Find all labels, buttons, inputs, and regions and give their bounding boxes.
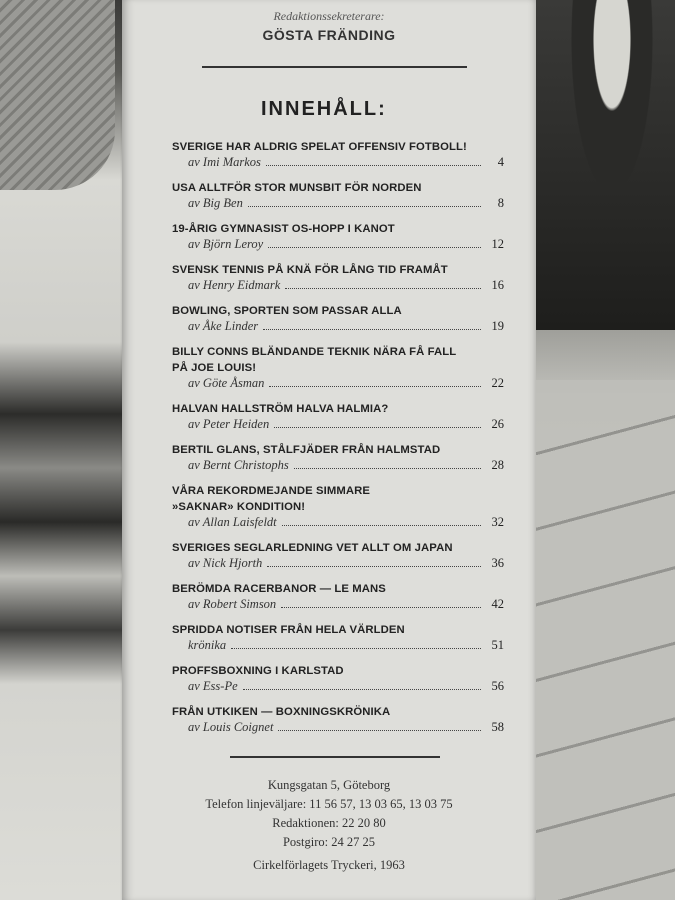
toc-byline xyxy=(172,556,504,576)
page-number: 16 xyxy=(491,278,504,292)
page-number: 19 xyxy=(491,319,504,333)
toc-byline xyxy=(172,515,504,535)
dot-leader xyxy=(278,730,481,731)
article-title: FRÅN UTKIKEN — BOXNINGSKRÖNIKA xyxy=(172,706,391,718)
article-author: av Imi Markos xyxy=(188,155,261,169)
page-number: 26 xyxy=(491,417,504,431)
dot-leader xyxy=(268,247,481,248)
page-number: 32 xyxy=(491,515,504,529)
article-author: av Big Ben xyxy=(188,196,243,210)
toc-entry xyxy=(172,704,504,740)
dot-leader xyxy=(231,648,481,649)
page-number: 8 xyxy=(497,196,504,210)
toc-byline xyxy=(172,278,504,298)
dot-leader xyxy=(294,468,481,469)
dot-leader xyxy=(285,288,481,289)
toc-byline xyxy=(172,638,504,658)
toc-byline xyxy=(172,155,504,175)
secretary-label: Redaktionssekreterare: xyxy=(273,9,385,23)
toc-byline xyxy=(172,376,504,396)
article-title: PÅ JOE LOUIS! xyxy=(172,362,257,374)
article-author: av Björn Leroy xyxy=(188,237,264,251)
dot-leader xyxy=(243,689,481,690)
toc-entry xyxy=(172,581,504,617)
article-author: av Allan Laisfeldt xyxy=(188,515,277,529)
contents-heading: INNEHÅLL: xyxy=(261,98,387,120)
page-number: 12 xyxy=(491,237,504,251)
dot-leader xyxy=(274,427,481,428)
article-author: av Robert Simson xyxy=(188,597,277,611)
bottom-divider xyxy=(230,756,440,758)
page-number: 58 xyxy=(491,720,504,734)
top-divider xyxy=(202,66,467,68)
article-title: BOWLING, SPORTEN SOM PASSAR ALLA xyxy=(172,305,402,317)
dot-leader xyxy=(282,525,481,526)
article-title: USA ALLTFÖR STOR MUNSBIT FÖR NORDEN xyxy=(172,182,422,194)
table-of-contents xyxy=(172,139,504,745)
footer-printer: Cirkelförlagets Tryckeri, 1963 xyxy=(253,858,405,872)
right-photo-pavement xyxy=(535,380,675,900)
article-author: av Peter Heiden xyxy=(188,417,270,431)
toc-entry xyxy=(172,139,504,175)
footer-editorial: Redaktionen: 22 20 80 xyxy=(272,816,386,830)
article-author: krönika xyxy=(188,638,227,652)
article-title: SVENSK TENNIS PÅ KNÄ FÖR LÅNG TID FRAMÅT xyxy=(172,264,448,276)
toc-byline xyxy=(172,417,504,437)
page-number: 56 xyxy=(491,679,504,693)
article-author: av Åke Linder xyxy=(188,319,259,333)
toc-byline xyxy=(172,679,504,699)
toc-byline xyxy=(172,597,504,617)
toc-entry xyxy=(172,303,504,339)
article-title: SVERIGES SEGLARLEDNING VET ALLT OM JAPAN xyxy=(172,542,453,554)
article-author: av Ess-Pe xyxy=(188,679,238,693)
contents-page xyxy=(122,0,536,900)
page-number: 22 xyxy=(491,376,504,390)
toc-byline xyxy=(172,720,504,740)
article-title: VÅRA REKORDMEJANDE SIMMARE xyxy=(172,485,371,497)
article-title: BILLY CONNS BLÄNDANDE TEKNIK NÄRA FÅ FALL xyxy=(172,346,457,358)
page-number: 42 xyxy=(491,597,504,611)
toc-byline xyxy=(172,237,504,257)
article-title: BERÖMDA RACERBANOR — LE MANS xyxy=(172,583,386,595)
dot-leader xyxy=(269,386,481,387)
article-title: SVERIGE HAR ALDRIG SPELAT OFFENSIV FOTBOLL! xyxy=(172,141,467,153)
article-author: av Nick Hjorth xyxy=(188,556,263,570)
left-photo xyxy=(0,0,130,900)
toc-entry xyxy=(172,483,504,535)
toc-entry xyxy=(172,401,504,437)
toc-byline xyxy=(172,458,504,478)
dot-leader xyxy=(266,165,481,166)
toc-entry xyxy=(172,622,504,658)
toc-entry xyxy=(172,344,504,396)
dot-leader xyxy=(263,329,481,330)
toc-entry xyxy=(172,262,504,298)
toc-byline xyxy=(172,196,504,216)
right-photo xyxy=(535,0,675,900)
article-title: 19-ÅRIG GYMNASIST OS-HOPP I KANOT xyxy=(172,223,395,235)
toc-entry xyxy=(172,540,504,576)
right-photo-person xyxy=(535,0,675,330)
article-title: BERTIL GLANS, STÅLFJÄDER FRÅN HALMSTAD xyxy=(172,444,441,456)
dot-leader xyxy=(281,607,481,608)
article-author: av Louis Coignet xyxy=(188,720,274,734)
left-photo-cap xyxy=(0,0,115,190)
footer-postgiro: Postgiro: 24 27 25 xyxy=(282,835,376,849)
toc-entry xyxy=(172,180,504,216)
footer-phone: Telefon linjeväljare: 11 56 57, 13 03 65, 13 03 75 xyxy=(205,797,453,811)
footer-address: Kungsgatan 5, Göteborg xyxy=(267,778,391,792)
toc-entry xyxy=(172,442,504,478)
toc-entry xyxy=(172,663,504,699)
article-title: SPRIDDA NOTISER FRÅN HELA VÄRLDEN xyxy=(172,624,405,636)
secretary-name: GÖSTA FRÄNDING xyxy=(262,27,396,43)
page-number: 36 xyxy=(491,556,504,570)
page-number: 28 xyxy=(491,458,504,472)
dot-leader xyxy=(248,206,481,207)
page-number: 51 xyxy=(491,638,504,652)
toc-entry xyxy=(172,221,504,257)
article-author: av Göte Åsman xyxy=(188,376,265,390)
article-title: »SAKNAR» KONDITION! xyxy=(172,501,306,513)
article-author: av Bernt Christophs xyxy=(188,458,289,472)
dot-leader xyxy=(267,566,481,567)
toc-byline xyxy=(172,319,504,339)
article-author: av Henry Eidmark xyxy=(188,278,281,292)
article-title: PROFFSBOXNING I KARLSTAD xyxy=(172,665,344,677)
article-title: HALVAN HALLSTRÖM HALVA HALMIA? xyxy=(172,403,389,415)
page-number: 4 xyxy=(497,155,504,169)
